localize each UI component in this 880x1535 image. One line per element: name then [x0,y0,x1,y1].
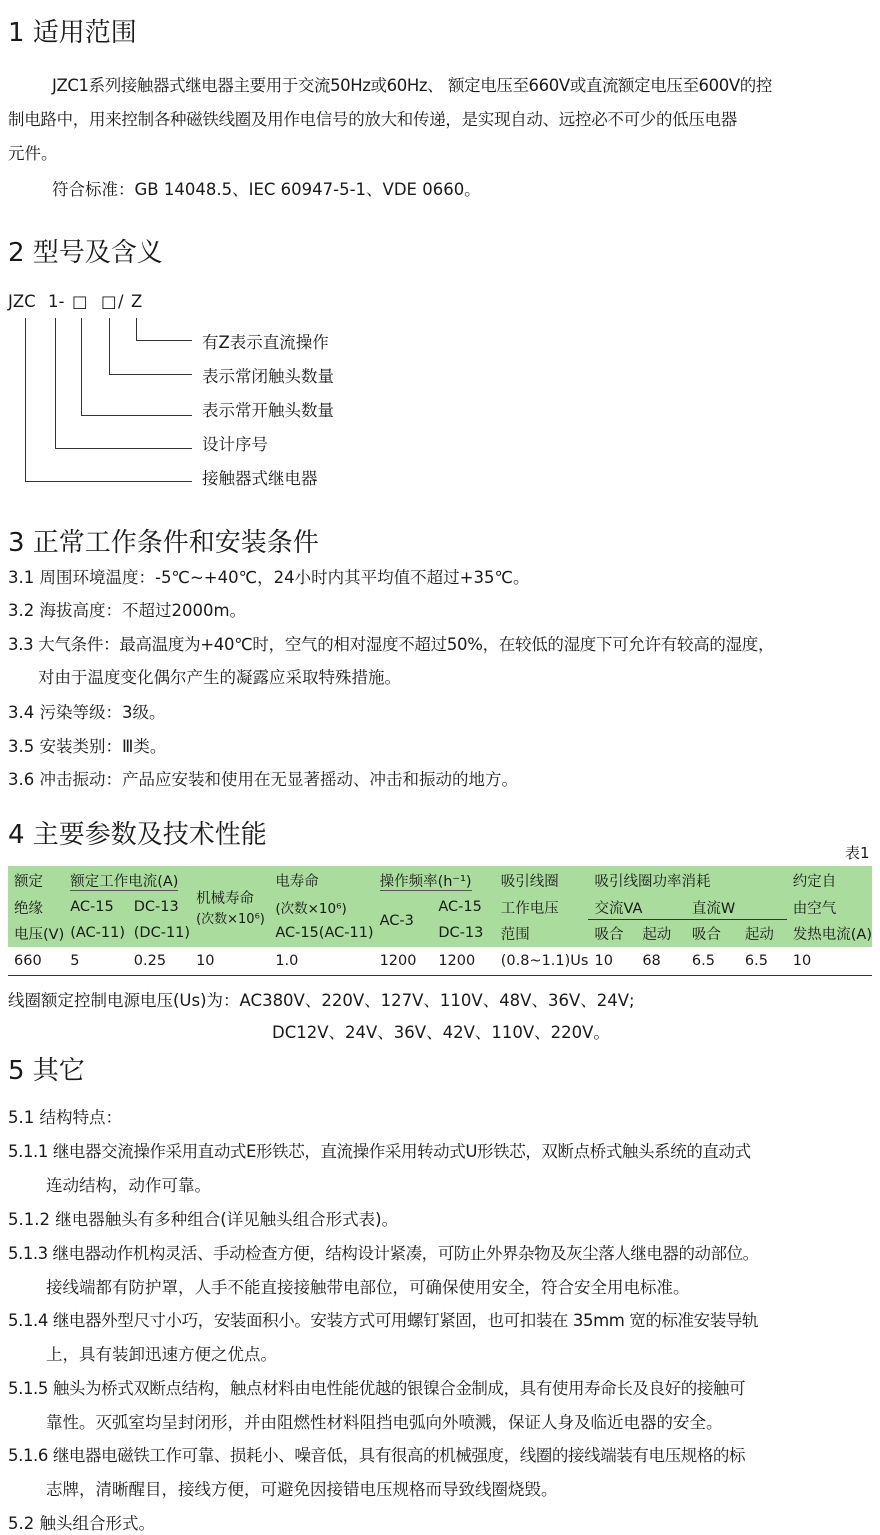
th-dc11: (DC-11) [128,920,190,948]
label-no-contacts: 表示常开触头数量 [202,401,334,420]
th-thermal-2: 由空气 [787,895,872,920]
th-mech-life [190,866,269,947]
coil-voltage-line2: DC12V、24V、36V、42V、110V、220V。 [272,1023,610,1042]
cell-rated-voltage: 660 [14,953,42,969]
structure-heading: 5.1 结构特点： [8,1108,122,1127]
th-dc-hold: 吸合 [686,920,739,948]
th-coil-2: 工作电压 [495,895,589,920]
condition-pollution: 3.4 污染等级：3级。 [8,703,166,722]
leader-h-series [55,448,192,449]
feature-5-1-6-cont: 志牌，清晰醒目，接线方便，可避免因接错电压规格而导致线圈烧毁。 [46,1480,558,1499]
th-ac-hold: 吸合 [588,920,636,948]
feature-5-1-5-cont: 靠性。灭弧室均呈封闭形，并由阻燃性材料阻挡电弧向外喷溅，保证人身及临近电器的安全。 [46,1413,723,1432]
leader-h-nc [109,374,192,375]
th-power-label: 吸引线圈功率消耗 [594,874,711,890]
section-1-para-line1: JZC1系列接触器式继电器主要用于交流50Hz或60Hz、 额定电压至660V或直流额定电压至600V的控 [52,76,772,95]
th-dc-start: 起动 [739,920,787,948]
th-thermal-1: 约定自 [787,866,872,895]
cell-dc-hold: 6.5 [691,953,715,969]
coil-voltage-line1: 线圈额定控制电源电压(Us)为：AC380V、220V、127V、110V、48V、36V、24V; [8,991,635,1010]
feature-5-1-3: 5.1.3 继电器动作机构灵活、手动检查方便，结构设计紧凑，可防止外界杂物及灰尘落人继电器的动部位。 [8,1244,759,1263]
label-dc-operation: 有Z表示直流操作 [202,333,329,352]
th-power [588,866,786,895]
cell-coil-range: (0.8~1.1)Us [500,953,589,969]
th-rated-v-3: 电压(V) [8,920,64,948]
th-ac-start: 起动 [636,920,686,948]
th-op-freq [374,866,495,895]
th-op-freq-label: 操作频率(h⁻¹) [379,874,472,890]
th-elec-life-3: AC-15(AC-11) [269,920,373,948]
section-5-title: 5 其它 [8,1056,85,1086]
condition-atmosphere-cont: 对由于温度变化偶尔产生的凝露应采取特殊措施。 [38,668,401,687]
table-row [8,947,872,976]
th-coil-3: 范围 [495,920,589,948]
th-mech-life-1: 机械寿命 [196,890,255,907]
leader-line-no [81,318,82,415]
leader-line-jzc [25,318,26,481]
leader-line-nc [109,318,110,374]
leader-line-series [55,318,56,448]
model-code-nc-box: □ [101,292,117,311]
th-rated-v-2: 绝缘 [8,895,64,920]
th-rated-current [64,866,190,895]
section-1-title: 1 适用范围 [8,18,137,48]
th-dc-w: 直流W [686,895,787,920]
model-code-series: 1- [48,292,65,311]
th-coil-1: 吸引线圈 [495,866,589,895]
condition-temperature: 3.1 周围环境温度：-5℃~+40℃，24小时内其平均值不超过+35℃。 [8,568,530,587]
cell-mech-life: 10 [196,953,215,969]
section-2-title: 2 型号及含义 [8,238,163,268]
leader-line-z [136,318,137,340]
cell-thermal-current: 10 [792,953,812,969]
leader-h-z [136,340,192,341]
model-code-z: Z [131,292,143,311]
condition-vibration: 3.6 冲击振动：产品应安装和使用在无显著摇动、冲击和振动的地方。 [8,770,518,789]
condition-altitude: 3.2 海拔高度：不超过2000m。 [8,601,247,620]
th-freq-dc13: DC-13 [432,920,494,948]
th-elec-life-1: 电寿命 [269,866,373,895]
th-ac11: (AC-11) [64,920,128,948]
feature-5-1-1-cont: 连动结构，动作可靠。 [46,1176,211,1195]
feature-5-1-2: 5.1.2 继电器触头有多种组合(详见触头组合形式表)。 [8,1210,399,1229]
leader-h-jzc [25,481,192,482]
label-contactor-relay: 接触器式继电器 [202,469,318,488]
standards-line: 符合标准：GB 14048.5、IEC 60947-5-1、VDE 0660。 [52,180,481,199]
model-code-no-box: □ [72,292,88,311]
section-1-para-line2: 制电路中，用来控制各种磁铁线圈及用作电信号的放大和传递，是实现自动、远控必不可少的低压电器 [8,110,738,129]
feature-5-1-4-cont: 上，具有装卸迅速方便之优点。 [46,1345,277,1364]
th-dc13: DC-13 [128,895,190,920]
th-mech-life-2: (次数×10⁶) [196,911,265,927]
feature-5-1-1: 5.1.1 继电器交流操作采用直动式E形铁芯，直流操作采用转动式U形铁芯，双断点桥式触头系统的直动式 [8,1142,751,1161]
th-freq-ac15: AC-15 [432,895,494,920]
th-rated-v-1: 额定 [8,866,64,895]
th-rated-current-label: 额定工作电流(A) [70,874,179,890]
feature-5-1-5: 5.1.5 触头为桥式双断点结构，触点材料由电性能优越的银镍合金制成，具有使用寿命长及良好的接触可 [8,1379,746,1398]
th-thermal-3: 发热电流(A) [787,920,872,948]
model-code-slash: / [118,292,124,311]
th-ac-va: 交流VA [588,895,685,920]
table-label: 表1 [845,844,870,862]
model-code-jzc: JZC [8,292,36,311]
section-4-title: 4 主要参数及技术性能 [8,820,267,850]
cell-ac15-current: 5 [70,953,80,969]
cell-ac-start: 68 [642,953,661,969]
condition-install-category: 3.5 安装类别：Ⅲ类。 [8,737,167,756]
cell-dc13-current: 0.25 [133,953,167,969]
spec-table [8,866,872,976]
contact-combination-heading: 5.2 触头组合形式。 [8,1514,155,1533]
section-1-para-line3: 元件。 [8,144,58,163]
feature-5-1-3-cont: 接线端都有防护罩，人手不能直接接触带电部位，可确保使用安全，符合安全用电标准。 [46,1278,690,1297]
leader-h-no [81,415,192,416]
th-ac15: AC-15 [64,895,128,920]
feature-5-1-4: 5.1.4 继电器外型尺寸小巧，安装面积小。安装方式可用螺钉紧固，也可扣装在 35mm 宽的标准安装导轨 [8,1311,759,1330]
th-ac3: AC-3 [374,895,433,947]
cell-freq-ac3: 1200 [379,953,417,969]
condition-atmosphere: 3.3 大气条件：最高温度为+40℃时，空气的相对湿度不超过50%，在较低的湿度下可允许有较高的湿度， [8,635,775,654]
label-nc-contacts: 表示常闭触头数量 [202,367,334,386]
cell-elec-life: 1.0 [275,953,299,969]
label-design-number: 设计序号 [202,435,268,454]
cell-ac-hold: 10 [594,953,613,969]
section-3-title: 3 正常工作条件和安装条件 [8,528,319,558]
feature-5-1-6: 5.1.6 继电器电磁铁工作可靠、损耗小、噪音低，具有很高的机械强度，线圈的接线端装有电压规格的标 [8,1446,746,1465]
th-elec-life-2: (次数×10⁶) [269,895,373,920]
cell-freq-ac15: 1200 [438,953,476,969]
cell-dc-start: 6.5 [744,953,768,969]
